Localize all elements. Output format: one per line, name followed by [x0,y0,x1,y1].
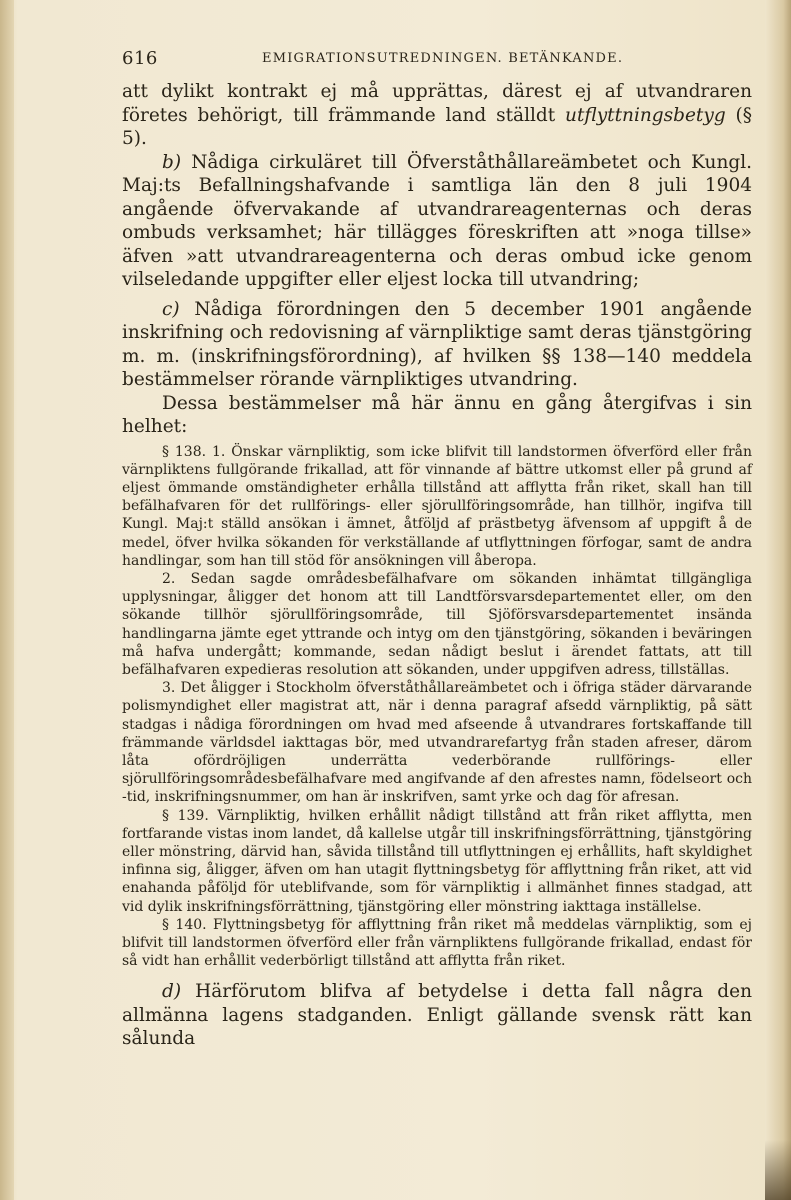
paragraph-d [122,980,752,1051]
paragraph-text: Nådiga förordningen den 5 december 1901 angående inskrifning och redovisning af värnpliktige samt deras tjänstgöring m. m. (inskrifningsförordning), af hvilken §§ 138—140 meddela bestämmelser rörande värnpliktiges utvandring. [122,298,752,390]
item-label: d) [162,981,182,1003]
section-138-1: § 138. 1. Önskar värnpliktig, som icke blifvit till landstormen öfverförd eller från värnpliktens fullgörande frikallad, att för vinnande af bättre utkomst eller på grund af eljest ömmande omständigheter erhålla tillstånd att afflytta från riket, skall han till befälhafvaren för det rullförings- eller sjörullföringsområde, han tillhör, ingifva till Kungl. Maj:t ställd ansökan i ämnet, åtföljd af prästbetyg äfvensom af uppgift å de medel, öfver hvilka sökanden för verkställande af utflyttningen förfogar, samt de andra handlingar, som han till stöd för ansökningen vill åberopa. [122,443,752,569]
paragraph-text: Härförutom blifva af betydelse i detta fall några den allmänna lagens stadganden. Enligt gällande svensk rätt kan sålunda [122,981,752,1050]
paragraph-text: att dylikt kontrakt ej må upprättas, därest ej af utvandraren företes behörigt, till främmande land ställdt [122,81,752,126]
paragraph-intro-quote: Dessa bestämmelser må här ännu en gång återgifvas i sin helhet: [122,392,752,437]
page-edge [765,0,791,1200]
section-138-2: 2. Sedan sagde områdesbefälhafvare om sökanden inhämtat tillgängliga upplysningar, åligger det honom att till Landtförsvarsdepartementet eller, om den sökande tillhör sjörullföringsområde, till Sjöförsvarsdepartementet insända handlingarna jämte eget yttrande och intyg om den tjänstgöring, sökanden i beväringen må hafva undergått; kommande, sedan nådigt beslut i ärendet fattats, att till befälhafvaren expedieras resolution att sökanden, under uppgifven adress, tillställas. [122,570,752,678]
running-title: EMIGRATIONSUTREDNINGEN. BETÄNKANDE. [262,51,624,66]
paragraph-c [122,298,752,392]
section-140: § 140. Flyttningsbetyg för afflyttning från riket må meddelas värnpliktig, som ej blifvit till landstormen öfverförd eller från värnpliktens fullgörande frikallad, endast för så vidt han erhållit vederbörligt tillstånd att afflytta från riket. [122,916,752,970]
page-gutter [0,0,14,1200]
page-number: 616 [122,48,158,69]
item-label: b) [162,151,182,173]
paragraph-a-continuation [122,80,752,151]
paragraph-text-end: (§ 5). [122,104,752,149]
section-138-3: 3. Det åligger i Stockholm öfverståthållareämbetet och i öfriga städer därvarande polismyndighet eller magistrat att, när i denna paragraf afsedd värnpliktig, på sätt stadgas i nådiga förordningen om hvad med afseende å utvandrares fortskaffande till främmande världsdel iakttagas bör, med utvandrarefartyg från staden afreser, därom låta ofördröjligen underrätta vederbörande rullförings- eller sjörullföringsområdesbefälhafvare med angifvande af den afrestes namn, födelseort och -tid, inskrifningsnummer, om han är inskrifven, samt yrke och dag för afresan. [122,680,752,806]
page-body [122,80,752,1051]
paragraph-text: Nådiga cirkuläret till Öfverståthållareämbetet och Kungl. Maj:ts Befallningshafvande i samtliga län den 8 juli 1904 angående öfvervakande af utvandrareagenternas och deras ombuds verksamhet; här tillägges föreskriften att »noga tillse» äfven »att utvandrareagenterna och deras ombud icke genom vilseledande uppgifter eller eljest locka till utvandring; [122,151,752,290]
corner-shadow [765,1140,791,1200]
item-label: c) [162,298,180,320]
paragraph-b [122,151,752,292]
italic-term: utflyttningsbetyg [565,104,726,126]
section-139: § 139. Värnpliktig, hvilken erhållit nådigt tillstånd att från riket afflytta, men fortfarande vistas inom landet, då kallelse utgår till inskrifningsförrättning, tjänstgöring eller mönstring, därvid han, såvida tillstånd till utflyttningen ej erhållits, haft skyldighet infinna sig, åligger, äfven om han utagit flyttningsbetyg för afflyttning från riket, att vid enahanda påföljd för uteblifvande, som för värnpliktig i allmänhet finnes stadgad, att vid dylik inskrifningsförrättning, tjänstgöring eller mönstring iakttaga inställelse. [122,807,752,915]
